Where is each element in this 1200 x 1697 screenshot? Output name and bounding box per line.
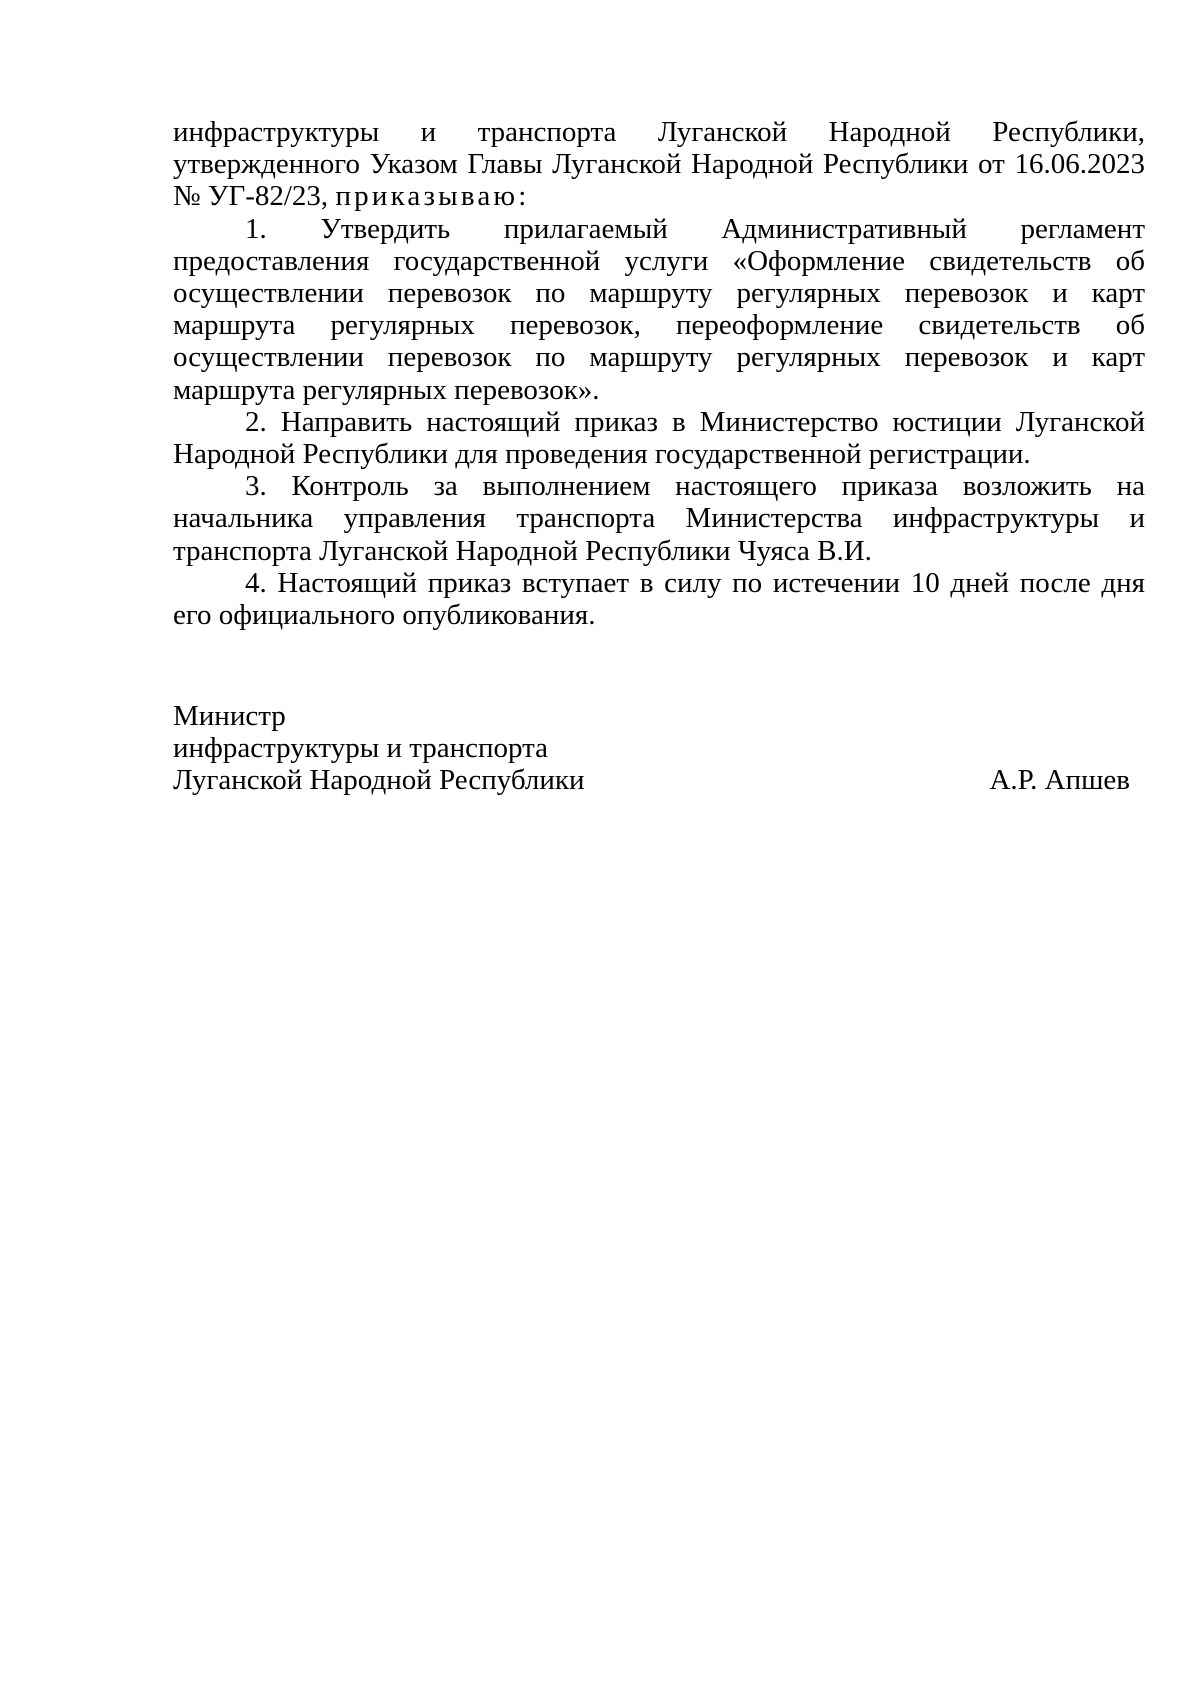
preamble-text: инфраструктуры и транспорта Луганской Народной Республики, утвержденного Указом Главы Луганской Народной Республики от 16.06.2023 № УГ-82/23,: [173, 116, 1145, 213]
signer-position-line-3: Луганской Народной Республики: [173, 764, 585, 797]
order-item-3: 3. Контроль за выполнением настоящего приказа возложить на начальника управления транспорта Министерства инфраструктуры и транспорта Луганской Народной Республики Чуяса В.И.: [173, 470, 1145, 567]
order-suffix: :: [518, 180, 527, 213]
signer-row: [173, 764, 1130, 796]
order-item-4: 4. Настоящий приказ вступает в силу по истечении 10 дней после дня его официального опубликования.: [173, 566, 1145, 632]
order-word: приказываю: [335, 180, 519, 213]
document-body: [173, 116, 1145, 631]
order-item-2: 2. Направить настоящий приказ в Министерство юстиции Луганской Народной Республики для проведения государственной регистрации.: [173, 405, 1145, 471]
preamble-paragraph: [173, 116, 1145, 213]
signer-name: А.Р. Апшев: [989, 764, 1130, 797]
order-item-1: 1. Утвердить прилагаемый Административный регламент предоставления государственной услуги «Оформление свидетельств об осуществлении перевозок по маршруту регулярных перевозок и карт маршрута регулярных перевозок, переоформление свидетельств об осуществлении перевозок по маршруту регулярных перевозок и карт маршрута регулярных перевозок».: [173, 212, 1145, 406]
signer-position-line-2: инфраструктуры и транспорта: [173, 732, 549, 765]
signer-position-line-1: Министр: [173, 700, 286, 732]
signature-block: [173, 700, 1130, 797]
